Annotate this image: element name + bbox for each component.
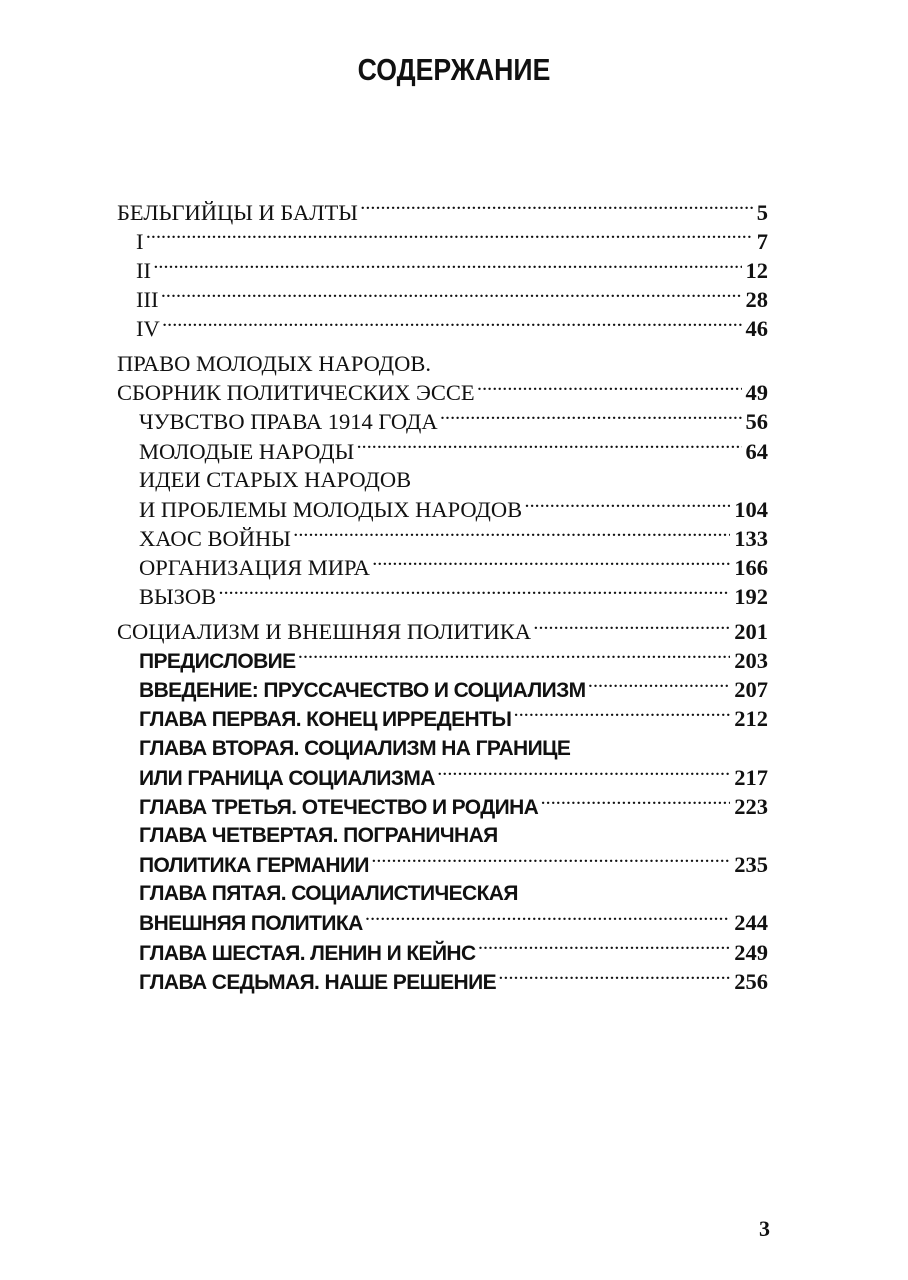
toc-entry-page: 192	[734, 584, 768, 610]
toc-entry-page: 49	[745, 380, 768, 406]
toc-entry-page: 249	[734, 939, 768, 965]
toc-entry[interactable]	[117, 465, 768, 494]
toc-entry[interactable]	[117, 763, 768, 792]
toc-entry-page: 207	[734, 677, 768, 703]
dot-leader	[478, 378, 742, 401]
toc-entry[interactable]	[117, 349, 768, 378]
dot-leader	[589, 676, 731, 697]
dot-leader	[147, 226, 753, 249]
toc-entry-title: ГЛАВА СЕДЬМАЯ. НАШЕ РЕШЕНИЕ	[139, 970, 496, 994]
dot-leader	[499, 968, 730, 989]
dot-leader	[161, 284, 741, 307]
toc-entry-page: 201	[734, 619, 768, 645]
dot-leader	[514, 705, 730, 726]
dot-leader	[373, 553, 730, 576]
toc-entry[interactable]	[117, 284, 768, 313]
toc-entry-title: III	[136, 286, 159, 312]
toc-entry[interactable]	[117, 378, 768, 407]
toc-entry-title: ОРГАНИЗАЦИЯ МИРА	[139, 555, 370, 581]
toc-entry-page: 104	[734, 496, 768, 522]
page-number: 3	[759, 1216, 770, 1241]
toc-entry-page: 223	[734, 793, 768, 819]
toc-entry-title: ГЛАВА ПЕРВАЯ. КОНЕЦ ИРРЕДЕНТЫ	[139, 708, 512, 732]
toc-entry-page: 217	[734, 764, 768, 790]
toc-entry-title: ВЫЗОВ	[139, 584, 217, 610]
dot-leader	[541, 793, 730, 814]
toc-entry[interactable]	[117, 675, 768, 704]
toc-entry-title: ГЛАВА ВТОРАЯ. СОЦИАЛИЗМ НА ГРАНИЦЕ	[139, 736, 571, 760]
toc-entry-title: ХАОС ВОЙНЫ	[139, 526, 291, 552]
toc-entry-page: 5	[756, 199, 768, 225]
toc-entry[interactable]	[117, 908, 768, 937]
toc-entry-title: ГЛАВА ПЯТАЯ. СОЦИАЛИСТИЧЕСКАЯ	[139, 882, 518, 906]
page-title: СОДЕРЖАНИЕ	[357, 52, 551, 87]
dot-leader	[441, 407, 742, 430]
toc-entry-page: 28	[745, 286, 768, 312]
toc-entry-title: ПОЛИТИКА ГЕРМАНИИ	[139, 854, 369, 878]
toc-entry-title: II	[136, 257, 151, 283]
toc-entry[interactable]	[117, 734, 768, 763]
dot-leader	[219, 582, 730, 605]
table-of-contents	[117, 197, 768, 996]
toc-entry-title: IV	[136, 316, 160, 342]
toc-entry-title: I	[136, 228, 144, 254]
toc-entry-page: 166	[734, 555, 768, 581]
dot-leader	[294, 524, 730, 547]
toc-entry-title: ПРАВО МОЛОДЫХ НАРОДОВ.	[117, 350, 432, 376]
dot-leader	[154, 255, 742, 278]
dot-leader	[299, 647, 731, 668]
toc-entry[interactable]	[117, 255, 768, 284]
toc-entry-title: МОЛОДЫЕ НАРОДЫ	[139, 438, 355, 464]
toc-entry-title: ЧУВСТВО ПРАВА 1914 ГОДА	[139, 409, 438, 435]
toc-entry-title: ГЛАВА ШЕСТАЯ. ЛЕНИН И КЕЙНС	[139, 941, 476, 965]
toc-entry-page: 256	[734, 968, 768, 994]
dot-leader	[163, 314, 742, 337]
toc-entry-page: 235	[734, 852, 768, 878]
toc-entry[interactable]	[117, 792, 768, 821]
toc-entry[interactable]	[117, 967, 768, 996]
toc-entry[interactable]	[117, 582, 768, 611]
toc-entry-title: ГЛАВА ТРЕТЬЯ. ОТЕЧЕСТВО И РОДИНА	[139, 795, 539, 819]
toc-entry-page: 133	[734, 526, 768, 552]
toc-entry-page: 12	[745, 257, 768, 283]
dot-leader	[366, 909, 731, 930]
toc-entry[interactable]	[117, 617, 768, 646]
toc-entry[interactable]	[117, 879, 768, 908]
toc-entry-title: ПРЕДИСЛОВИЕ	[139, 650, 296, 674]
toc-entry[interactable]	[117, 524, 768, 553]
toc-entry-title: СОЦИАЛИЗМ И ВНЕШНЯЯ ПОЛИТИКА	[117, 619, 532, 645]
toc-entry-title: БЕЛЬГИЙЦЫ И БАЛТЫ	[117, 199, 358, 225]
toc-entry-page: 7	[756, 228, 768, 254]
toc-entry[interactable]	[117, 938, 768, 967]
dot-leader	[357, 436, 741, 459]
dot-leader	[438, 764, 730, 785]
toc-entry-title: СБОРНИК ПОЛИТИЧЕСКИХ ЭССЕ	[117, 380, 475, 406]
toc-entry[interactable]	[117, 494, 768, 523]
toc-entry-title: И ПРОБЛЕМЫ МОЛОДЫХ НАРОДОВ	[139, 496, 523, 522]
toc-entry-title: ВВЕДЕНИЕ: ПРУССАЧЕСТВО И СОЦИАЛИЗМ	[139, 679, 586, 703]
toc-entry[interactable]	[117, 226, 768, 255]
toc-entry[interactable]	[117, 436, 768, 465]
toc-entry[interactable]	[117, 553, 768, 582]
toc-entry-title: ИДЕИ СТАРЫХ НАРОДОВ	[139, 467, 412, 493]
toc-entry-title: ГЛАВА ЧЕТВЕРТАЯ. ПОГРАНИЧНАЯ	[139, 823, 498, 847]
toc-entry-page: 64	[745, 438, 768, 464]
dot-leader	[525, 494, 730, 517]
toc-entry-page: 203	[734, 648, 768, 674]
toc-entry[interactable]	[117, 314, 768, 343]
toc-entry-page: 212	[734, 706, 768, 732]
toc-entry-title: ВНЕШНЯЯ ПОЛИТИКА	[139, 912, 363, 936]
dot-leader	[479, 939, 731, 960]
toc-entry[interactable]	[117, 821, 768, 850]
dot-leader	[372, 851, 730, 872]
toc-entry[interactable]	[117, 704, 768, 733]
toc-entry-title: ИЛИ ГРАНИЦА СОЦИАЛИЗМА	[139, 766, 435, 790]
toc-entry[interactable]	[117, 850, 768, 879]
dot-leader	[534, 617, 730, 640]
toc-entry-page: 56	[745, 409, 768, 435]
toc-entry[interactable]	[117, 646, 768, 675]
toc-entry[interactable]	[117, 197, 768, 226]
toc-entry[interactable]	[117, 407, 768, 436]
dot-leader	[361, 197, 753, 220]
toc-entry-page: 244	[734, 910, 768, 936]
toc-entry-page: 46	[745, 316, 768, 342]
